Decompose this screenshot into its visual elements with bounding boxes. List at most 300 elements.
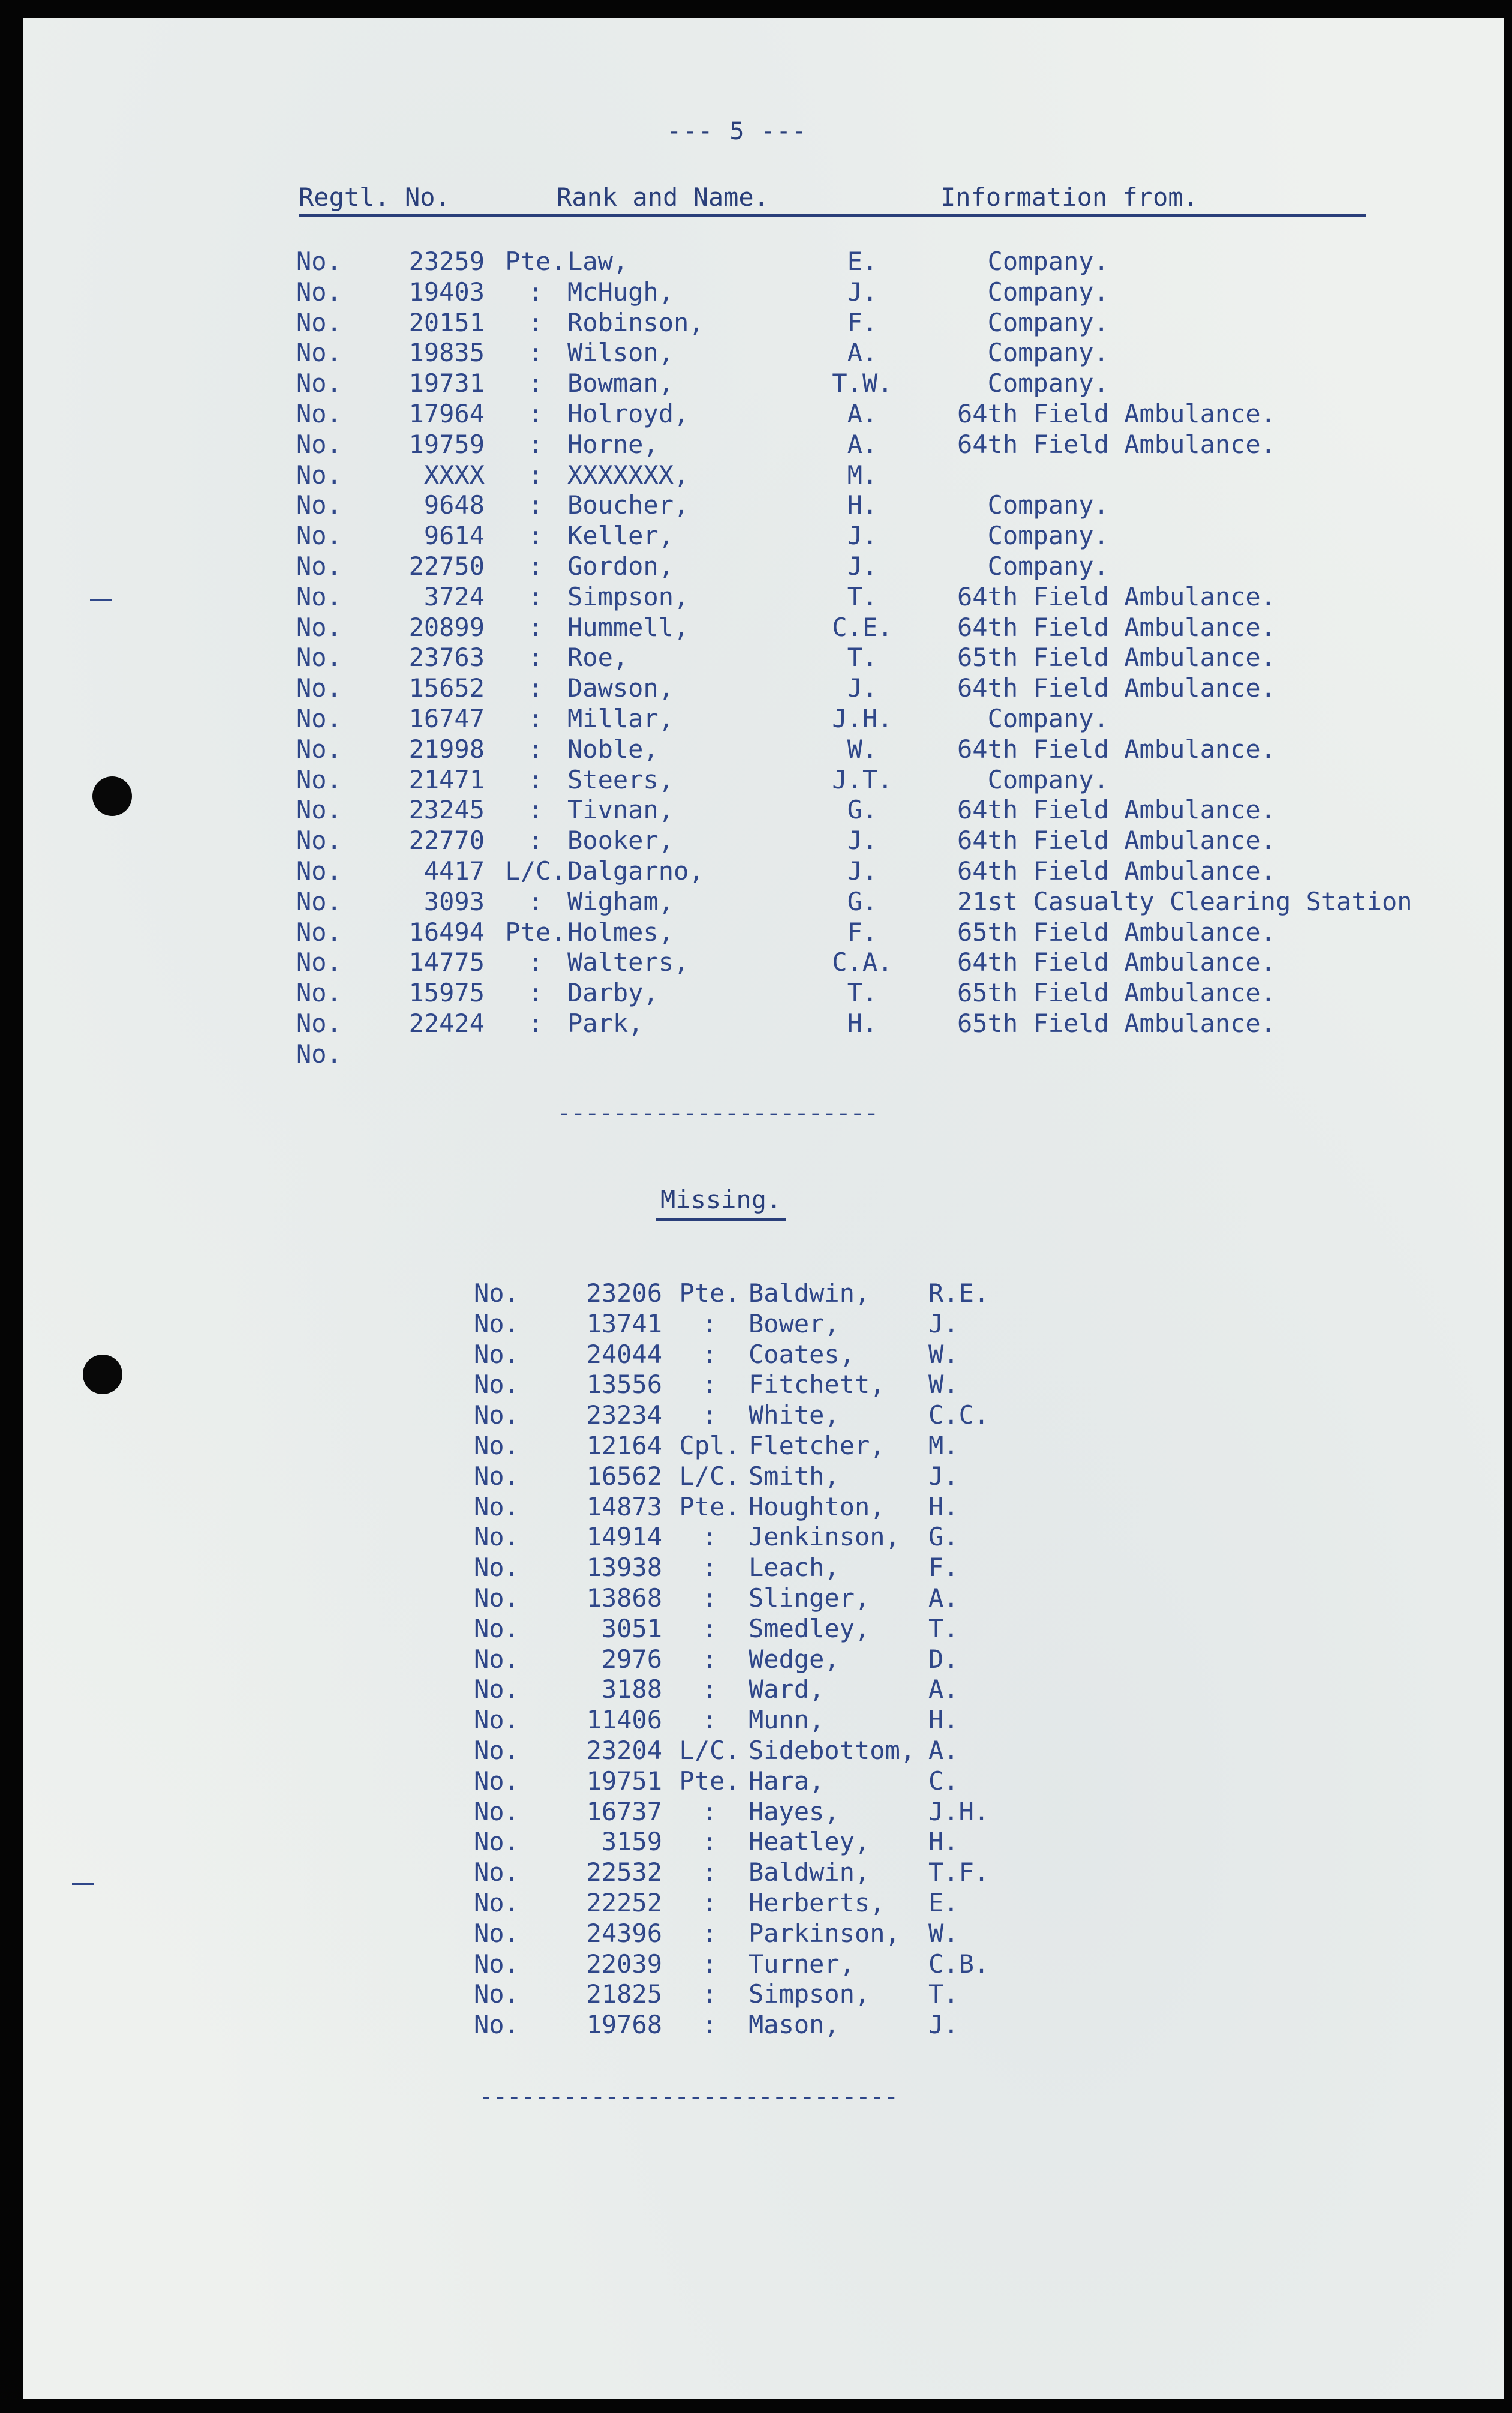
cell-regt-number: 23763 <box>408 643 485 673</box>
cell-initials: F. <box>847 307 878 337</box>
cell-surname: Bowman, <box>567 368 674 398</box>
cell-initials: W. <box>928 1339 959 1369</box>
margin-mark <box>90 599 112 601</box>
cell-initials: J. <box>928 2010 959 2040</box>
cell-surname: Roe, <box>567 643 629 673</box>
cell-info-from: Company. <box>957 704 1109 733</box>
cell-info-from: 21st Casualty Clearing Station <box>957 886 1412 916</box>
cell-rank: : <box>702 1370 717 1400</box>
cell-regt-number: 4417 <box>423 856 485 886</box>
cell-surname: Holmes, <box>567 917 674 947</box>
cell-rank: : <box>702 1888 717 1917</box>
cell-no-label: No. <box>296 368 342 398</box>
cell-info-from: Company. <box>957 764 1109 794</box>
cell-rank: : <box>528 612 543 642</box>
missing-row <box>23 2009 1504 2040</box>
cell-regt-number: 22532 <box>586 1857 662 1887</box>
cell-rank: L/C. <box>679 1736 740 1765</box>
cell-initials: T. <box>847 978 878 1008</box>
cell-regt-number: 23206 <box>586 1278 662 1308</box>
cell-no-label: No. <box>474 1308 519 1338</box>
section-divider: ----------------------- <box>557 1098 878 1127</box>
missing-row <box>23 1704 1504 1735</box>
cell-initials: T. <box>847 643 878 673</box>
cell-rank: Pte. <box>679 1278 740 1308</box>
cell-surname: Sidebottom, <box>749 1736 916 1765</box>
cell-rank: : <box>528 673 543 703</box>
cell-regt-number: 22039 <box>586 1949 662 1979</box>
cell-regt-number: 11406 <box>586 1705 662 1735</box>
cell-regt-number: 3051 <box>601 1613 662 1643</box>
cell-rank: : <box>528 764 543 794</box>
cell-rank: : <box>528 338 543 368</box>
cell-initials: A. <box>847 338 878 368</box>
cell-regt-number: 15975 <box>408 978 485 1008</box>
cell-regt-number: 3159 <box>601 1827 662 1857</box>
cell-no-label: No. <box>296 978 342 1008</box>
cell-regt-number: 21998 <box>408 734 485 764</box>
cell-initials: R.E. <box>928 1278 990 1308</box>
cell-surname: Booker, <box>567 826 674 856</box>
cell-regt-number: 19835 <box>408 338 485 368</box>
cell-regt-number: 13938 <box>586 1553 662 1583</box>
cell-surname: Darby, <box>567 978 659 1008</box>
cell-surname: Houghton, <box>749 1491 885 1521</box>
cell-regt-number: 14775 <box>408 947 485 977</box>
cell-rank: : <box>702 1674 717 1704</box>
cell-no-label: No. <box>296 521 342 551</box>
table-row <box>23 917 1504 947</box>
cell-regt-number: 22770 <box>408 826 485 856</box>
cell-rank: : <box>702 1705 717 1735</box>
cell-surname: Slinger, <box>749 1583 870 1613</box>
missing-row <box>23 1339 1504 1370</box>
cell-no-label: No. <box>296 612 342 642</box>
cell-rank: : <box>702 1339 717 1369</box>
cell-surname: Holroyd, <box>567 399 689 428</box>
missing-row <box>23 1613 1504 1644</box>
cell-initials: T.F. <box>928 1857 990 1887</box>
cell-initials: J. <box>928 1308 959 1338</box>
cell-no-label: No. <box>296 460 342 490</box>
cell-no-label: No. <box>474 1796 519 1826</box>
cell-info-from: Company. <box>957 490 1109 520</box>
cell-surname: Coates, <box>749 1339 855 1369</box>
cell-info-from: Company. <box>957 368 1109 398</box>
cell-no-label: No. <box>474 2010 519 2040</box>
table-row <box>23 612 1504 643</box>
cell-initials: F. <box>847 917 878 947</box>
cell-no-label: No. <box>474 1674 519 1704</box>
table-row <box>23 490 1504 520</box>
cell-rank: : <box>528 734 543 764</box>
punch-hole <box>92 776 132 816</box>
cell-rank: L/C. <box>679 1461 740 1491</box>
cell-info-from: 65th Field Ambulance. <box>957 1009 1276 1038</box>
cell-regt-number: 23234 <box>586 1400 662 1430</box>
cell-no-label: No. <box>296 643 342 673</box>
cell-initials: C.A. <box>832 947 893 977</box>
cell-initials: A. <box>847 399 878 428</box>
cell-rank: : <box>702 1644 717 1674</box>
cell-rank: : <box>528 1009 543 1038</box>
cell-initials: G. <box>847 795 878 825</box>
cell-regt-number: 9614 <box>423 521 485 551</box>
cell-surname: Tivnan, <box>567 795 674 825</box>
cell-surname: Turner, <box>749 1949 855 1979</box>
cell-initials: A. <box>928 1674 959 1704</box>
cell-rank: : <box>528 429 543 459</box>
cell-no-label: No. <box>296 581 342 611</box>
cell-rank: L/C. <box>505 856 566 886</box>
cell-surname: Simpson, <box>567 581 689 611</box>
cell-no-label: No. <box>474 1553 519 1583</box>
missing-row <box>23 1552 1504 1583</box>
cell-no-label: No. <box>474 1400 519 1430</box>
cell-info-from: 64th Field Ambulance. <box>957 947 1276 977</box>
cell-surname: Munn, <box>749 1705 825 1735</box>
cell-info-from: Company. <box>957 277 1109 307</box>
table-row <box>23 581 1504 612</box>
cell-regt-number: 12164 <box>586 1431 662 1460</box>
cell-surname: Fitchett, <box>749 1370 885 1400</box>
missing-row <box>23 1278 1504 1308</box>
cell-regt-number: 20899 <box>408 612 485 642</box>
cell-surname: Park, <box>567 1009 644 1038</box>
cell-initials: F. <box>928 1553 959 1583</box>
cell-surname: McHugh, <box>567 277 674 307</box>
cell-rank: : <box>528 795 543 825</box>
cell-no-label: No. <box>296 307 342 337</box>
cell-surname: Leach, <box>749 1553 840 1583</box>
cell-no-label: No. <box>296 551 342 581</box>
cell-rank: Pte. <box>679 1766 740 1796</box>
cell-initials: J.H. <box>832 704 893 733</box>
cell-surname: Gordon, <box>567 551 674 581</box>
cell-surname: Wilson, <box>567 338 674 368</box>
cell-rank: : <box>528 826 543 856</box>
cell-initials: T. <box>928 1613 959 1643</box>
table-row <box>23 460 1504 490</box>
cell-info-from: Company. <box>957 338 1109 368</box>
cell-surname: White, <box>749 1400 840 1430</box>
cell-no-label: No. <box>296 886 342 916</box>
table-row <box>23 337 1504 368</box>
missing-row <box>23 1796 1504 1827</box>
margin-mark <box>72 1883 94 1885</box>
cell-initials: J.T. <box>832 764 893 794</box>
cell-regt-number: 23204 <box>586 1736 662 1765</box>
cell-initials: A. <box>928 1736 959 1765</box>
cell-initials: E. <box>928 1888 959 1917</box>
cell-surname: Smedley, <box>749 1613 870 1643</box>
cell-surname: Heatley, <box>749 1827 870 1857</box>
cell-regt-number: 20151 <box>408 307 485 337</box>
missing-row <box>23 1583 1504 1613</box>
cell-surname: Parkinson, <box>749 1918 900 1948</box>
cell-no-label: No. <box>296 734 342 764</box>
table-row <box>23 673 1504 703</box>
document-page <box>23 18 1504 2399</box>
cell-info-from: Company. <box>957 521 1109 551</box>
cell-initials: J.H. <box>928 1796 990 1826</box>
cell-rank: : <box>702 1583 717 1613</box>
cell-rank: : <box>702 1918 717 1948</box>
cell-no-label: No. <box>474 1644 519 1674</box>
cell-rank: : <box>528 581 543 611</box>
missing-row <box>23 1461 1504 1491</box>
cell-initials: J. <box>847 551 878 581</box>
cell-surname: XXXXXXX, <box>567 460 689 490</box>
table-row <box>23 886 1504 917</box>
cell-regt-number: 23259 <box>408 247 485 276</box>
missing-row <box>23 1857 1504 1887</box>
cell-regt-number: 19403 <box>408 277 485 307</box>
cell-rank: : <box>702 1400 717 1430</box>
cell-rank: : <box>528 368 543 398</box>
cell-regt-number: XXXX <box>423 460 485 490</box>
cell-rank: Pte. <box>505 917 566 947</box>
cell-regt-number: 16562 <box>586 1461 662 1491</box>
cell-surname: Millar, <box>567 704 674 733</box>
cell-initials: J. <box>847 826 878 856</box>
cell-regt-number: 3724 <box>423 581 485 611</box>
cell-no-label: No. <box>296 856 342 886</box>
cell-info-from: 64th Field Ambulance. <box>957 429 1276 459</box>
cell-info-from: 64th Field Ambulance. <box>957 734 1276 764</box>
cell-regt-number: 13868 <box>586 1583 662 1613</box>
cell-initials: T.W. <box>832 368 893 398</box>
cell-regt-number: 3188 <box>601 1674 662 1704</box>
column-headers <box>299 180 1366 217</box>
cell-initials: T. <box>928 1979 959 2009</box>
cell-initials: H. <box>928 1827 959 1857</box>
cell-no-label: No. <box>474 1613 519 1643</box>
table-row <box>23 551 1504 581</box>
cell-surname: Herberts, <box>749 1888 885 1917</box>
cell-initials: G. <box>847 886 878 916</box>
missing-row <box>23 1308 1504 1339</box>
cell-no-label: No. <box>296 764 342 794</box>
missing-row <box>23 1918 1504 1949</box>
cell-initials: J. <box>847 856 878 886</box>
cell-initials: D. <box>928 1644 959 1674</box>
table-row <box>23 642 1504 673</box>
cell-initials: C. <box>928 1766 959 1796</box>
table-row <box>23 734 1504 764</box>
cell-no-label: No. <box>474 1339 519 1369</box>
cell-initials: J. <box>847 673 878 703</box>
table-row <box>23 398 1504 429</box>
cell-initials: A. <box>847 429 878 459</box>
header-info-from: Information from. <box>940 182 1198 212</box>
cell-surname: Noble, <box>567 734 659 764</box>
table-row <box>23 764 1504 795</box>
missing-row <box>23 1369 1504 1400</box>
cell-regt-number: 23245 <box>408 795 485 825</box>
cell-no-label: No. <box>474 1857 519 1887</box>
cell-regt-number: 24044 <box>586 1339 662 1369</box>
cell-initials: C.C. <box>928 1400 990 1430</box>
cell-no-label: No. <box>474 1370 519 1400</box>
cell-no-label: No. <box>474 1583 519 1613</box>
missing-row <box>23 1766 1504 1796</box>
cell-surname: Hummell, <box>567 612 689 642</box>
cell-no-label: No. <box>296 338 342 368</box>
cell-surname: Dawson, <box>567 673 674 703</box>
cell-rank: : <box>702 1827 717 1857</box>
missing-row <box>23 1887 1504 1918</box>
cell-no-label: No. <box>296 704 342 733</box>
cell-rank: Pte. <box>505 247 566 276</box>
cell-rank: : <box>528 978 543 1008</box>
cell-initials: H. <box>928 1705 959 1735</box>
cell-rank: : <box>528 399 543 428</box>
cell-surname: Boucher, <box>567 490 689 520</box>
cell-regt-number: 22252 <box>586 1888 662 1917</box>
missing-row <box>23 1400 1504 1430</box>
cell-no-label: No. <box>474 1949 519 1979</box>
cell-info-from: 65th Field Ambulance. <box>957 643 1276 673</box>
cell-no-label: No. <box>296 795 342 825</box>
table-row <box>23 246 1504 277</box>
cell-initials: G. <box>928 1522 959 1552</box>
cell-regt-number: 16737 <box>586 1796 662 1826</box>
cell-regt-number: 2976 <box>601 1644 662 1674</box>
cell-rank: : <box>702 2010 717 2040</box>
cell-no-label: No. <box>474 1461 519 1491</box>
cell-surname: Wedge, <box>749 1644 840 1674</box>
cell-surname: Fletcher, <box>749 1431 885 1460</box>
cell-surname: Law, <box>567 247 629 276</box>
missing-row <box>23 1826 1504 1857</box>
cell-no-label: No. <box>296 429 342 459</box>
table-row <box>23 856 1504 886</box>
cell-rank: : <box>702 1949 717 1979</box>
cell-rank: : <box>528 307 543 337</box>
cell-rank: : <box>702 1522 717 1552</box>
cell-info-from: Company. <box>957 307 1109 337</box>
cell-initials: E. <box>847 247 878 276</box>
cell-initials: H. <box>847 490 878 520</box>
cell-regt-number: 13556 <box>586 1370 662 1400</box>
cell-no-label: No. <box>474 1766 519 1796</box>
cell-no-label: No. <box>474 1827 519 1857</box>
cell-surname: Hara, <box>749 1766 825 1796</box>
table-row <box>23 277 1504 307</box>
cell-initials: M. <box>928 1431 959 1460</box>
cell-regt-number: 13741 <box>586 1308 662 1338</box>
cell-rank: : <box>528 551 543 581</box>
header-regt-no: Regtl. No. <box>299 182 450 212</box>
cell-surname: Hayes, <box>749 1796 840 1826</box>
cell-initials: H. <box>928 1491 959 1521</box>
cell-rank: : <box>702 1553 717 1583</box>
cell-regt-number: 16494 <box>408 917 485 947</box>
cell-info-from: 64th Field Ambulance. <box>957 826 1276 856</box>
table-row <box>23 429 1504 460</box>
cell-regt-number: 21825 <box>586 1979 662 2009</box>
cell-regt-number: 19768 <box>586 2010 662 2040</box>
cell-rank: : <box>528 460 543 490</box>
cell-rank: : <box>528 277 543 307</box>
missing-row <box>23 1674 1504 1704</box>
missing-row <box>23 1644 1504 1674</box>
cell-no-label: No. <box>296 490 342 520</box>
cell-initials: W. <box>847 734 878 764</box>
cell-info-from: 64th Field Ambulance. <box>957 612 1276 642</box>
table-row <box>23 825 1504 856</box>
cell-surname: Ward, <box>749 1674 825 1704</box>
cell-initials: W. <box>928 1918 959 1948</box>
missing-row <box>23 1521 1504 1552</box>
cell-rank: Cpl. <box>679 1431 740 1460</box>
cell-initials: J. <box>847 277 878 307</box>
cell-surname: Walters, <box>567 947 689 977</box>
cell-info-from: 65th Field Ambulance. <box>957 917 1276 947</box>
cell-initials: H. <box>847 1009 878 1038</box>
cell-surname: Baldwin, <box>749 1857 870 1887</box>
cell-no-label: No. <box>296 673 342 703</box>
cell-info-from: Company. <box>957 247 1109 276</box>
cell-rank: : <box>702 1979 717 2009</box>
cell-info-from: 64th Field Ambulance. <box>957 673 1276 703</box>
missing-row <box>23 1979 1504 2009</box>
cell-regt-number: 19759 <box>408 429 485 459</box>
cell-surname: Dalgarno, <box>567 856 704 886</box>
cell-no-label: No. <box>474 1705 519 1735</box>
table-row <box>23 794 1504 825</box>
cell-regt-number: 19751 <box>586 1766 662 1796</box>
cell-info-from: 64th Field Ambulance. <box>957 795 1276 825</box>
cell-surname: Keller, <box>567 521 674 551</box>
missing-section-title: Missing. <box>656 1185 786 1221</box>
header-rank-name: Rank and Name. <box>557 182 769 212</box>
cell-rank: : <box>528 643 543 673</box>
cell-regt-number: 14914 <box>586 1522 662 1552</box>
cell-surname: Bower, <box>749 1308 840 1338</box>
cell-rank: : <box>528 704 543 733</box>
cell-initials: M. <box>847 460 878 490</box>
table-row <box>23 703 1504 734</box>
table-row <box>23 307 1504 338</box>
cell-regt-number: 3093 <box>423 886 485 916</box>
cell-no-label: No. <box>474 1888 519 1917</box>
table-row <box>23 368 1504 398</box>
cell-no-label: No. <box>474 1522 519 1552</box>
cell-surname: Wigham, <box>567 886 674 916</box>
cell-regt-number: 19731 <box>408 368 485 398</box>
cell-initials: C.E. <box>832 612 893 642</box>
missing-row <box>23 1735 1504 1766</box>
cell-initials: T. <box>847 581 878 611</box>
cell-no-label: No. <box>296 1039 342 1069</box>
cell-surname: Mason, <box>749 2010 840 2040</box>
cell-surname: Baldwin, <box>749 1278 870 1308</box>
end-divider: ------------------------------ <box>479 2082 898 2111</box>
missing-row <box>23 1491 1504 1522</box>
cell-no-label: No. <box>474 1736 519 1765</box>
cell-rank: : <box>528 947 543 977</box>
punch-hole <box>83 1355 122 1394</box>
cell-no-label: No. <box>296 917 342 947</box>
cell-no-label: No. <box>474 1431 519 1460</box>
cell-rank: : <box>702 1857 717 1887</box>
cell-no-label: No. <box>474 1918 519 1948</box>
cell-regt-number: 22750 <box>408 551 485 581</box>
table-row <box>23 1008 1504 1039</box>
cell-regt-number: 17964 <box>408 399 485 428</box>
